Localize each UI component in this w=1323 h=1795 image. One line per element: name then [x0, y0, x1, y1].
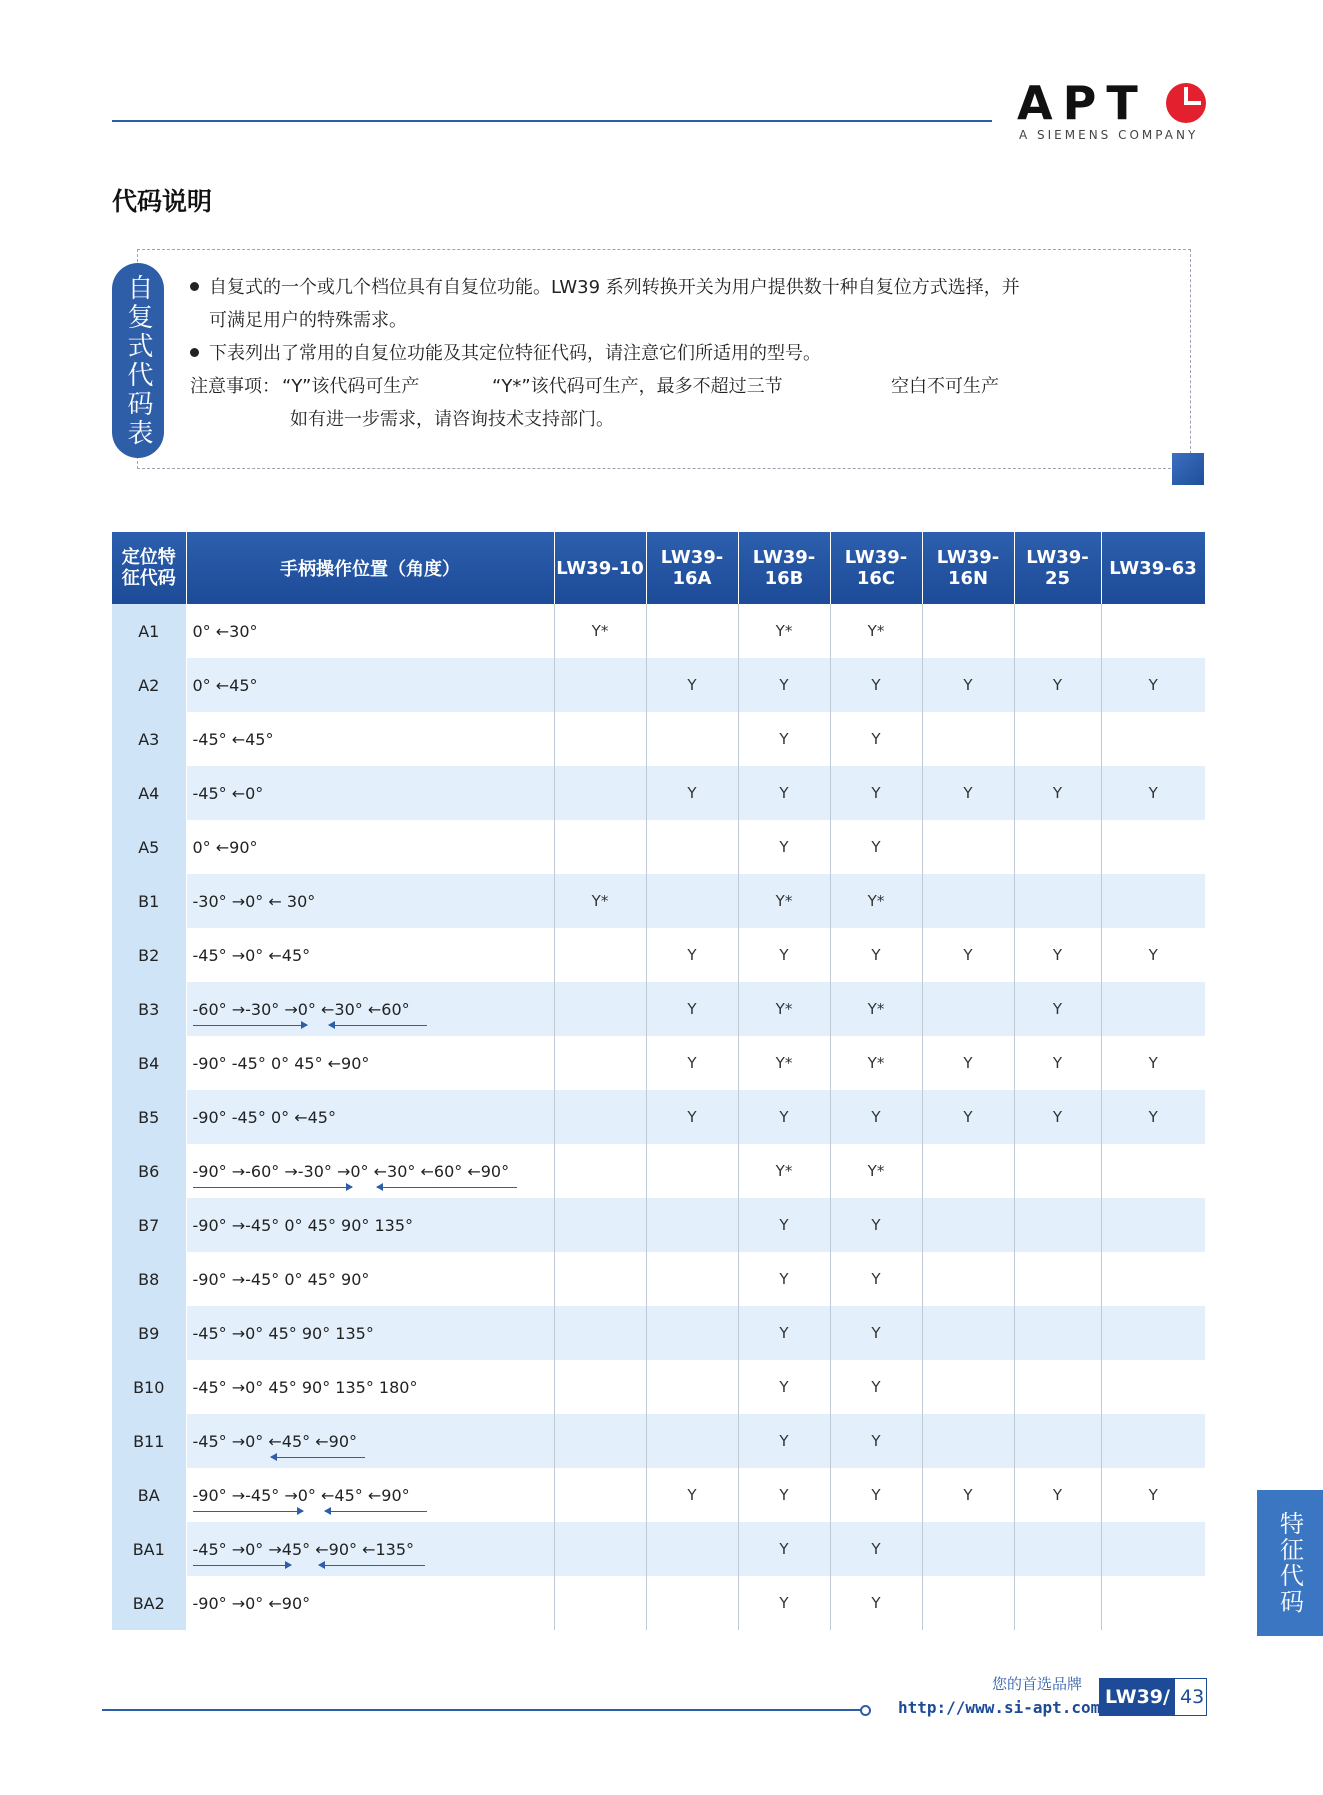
row-availability-cell	[646, 1522, 738, 1576]
row-code: A1	[112, 604, 186, 658]
table-row	[112, 712, 1205, 766]
note-y: “Y”该代码可生产	[282, 376, 420, 397]
footer-dot-icon	[860, 1705, 871, 1716]
logo-clock-icon	[1165, 82, 1207, 124]
row-availability-cell: Y	[646, 1036, 738, 1090]
row-availability-cell	[554, 820, 646, 874]
row-position-text: 0° ←90°	[192, 837, 258, 857]
row-availability-cell	[1101, 1522, 1205, 1576]
row-position	[186, 1090, 554, 1144]
row-availability-cell: Y*	[554, 604, 646, 658]
arrow-right-line	[193, 1511, 303, 1512]
row-availability-cell: Y*	[830, 982, 922, 1036]
row-availability-cell: Y	[738, 1468, 830, 1522]
row-availability-cell: Y	[1101, 766, 1205, 820]
row-availability-cell	[922, 1144, 1014, 1198]
row-availability-cell: Y	[1101, 1090, 1205, 1144]
table-row	[112, 766, 1205, 820]
row-availability-cell: Y	[738, 712, 830, 766]
row-availability-cell	[646, 1198, 738, 1252]
row-availability-cell	[922, 1414, 1014, 1468]
row-availability-cell	[1101, 604, 1205, 658]
row-position-text: -90° →-60° →-30° →0° ←30° ←60° ←90°	[192, 1161, 510, 1181]
row-availability-cell: Y	[646, 1468, 738, 1522]
arrow-left-line	[319, 1565, 425, 1566]
row-availability-cell	[554, 1468, 646, 1522]
row-availability-cell: Y*	[554, 874, 646, 928]
row-availability-cell: Y	[830, 1252, 922, 1306]
row-code: B2	[112, 928, 186, 982]
row-code: BA	[112, 1468, 186, 1522]
row-position-text: -45° →0° →45° ←90° ←135°	[192, 1539, 415, 1559]
row-availability-cell: Y*	[738, 982, 830, 1036]
row-availability-cell	[1014, 1198, 1101, 1252]
row-code: B11	[112, 1414, 186, 1468]
side-tab-label: 特征代码	[1275, 1511, 1304, 1615]
row-code: B1	[112, 874, 186, 928]
row-availability-cell	[1014, 1144, 1101, 1198]
row-availability-cell	[646, 1306, 738, 1360]
row-availability-cell: Y	[830, 1306, 922, 1360]
row-availability-cell: Y	[738, 1360, 830, 1414]
row-code: BA2	[112, 1576, 186, 1630]
header-lw39-16c: LW39-16C	[830, 532, 922, 604]
row-availability-cell: Y	[1101, 1036, 1205, 1090]
arrow-left-line	[271, 1457, 365, 1458]
footer-model: LW39/	[1100, 1679, 1175, 1715]
row-position-text: -45° →0° 45° 90° 135° 180°	[192, 1377, 418, 1397]
row-code: B5	[112, 1090, 186, 1144]
row-availability-cell	[1014, 820, 1101, 874]
table-row	[112, 1090, 1205, 1144]
row-code: BA1	[112, 1522, 186, 1576]
row-position-text: -45° ←0°	[192, 783, 264, 803]
row-availability-cell: Y	[1014, 1090, 1101, 1144]
row-position-text: 0° ←30°	[192, 621, 258, 641]
arrow-right-line	[193, 1565, 291, 1566]
row-position	[186, 1576, 554, 1630]
row-position	[186, 766, 554, 820]
info-bullet-2	[190, 342, 821, 366]
row-availability-cell	[1014, 1522, 1101, 1576]
row-availability-cell	[646, 1576, 738, 1630]
row-availability-cell	[922, 604, 1014, 658]
row-availability-cell: Y	[830, 820, 922, 874]
row-availability-cell	[646, 1360, 738, 1414]
table-row	[112, 1522, 1205, 1576]
row-availability-cell: Y*	[738, 874, 830, 928]
row-availability-cell: Y	[922, 1468, 1014, 1522]
footer-page-number: 43	[1179, 1686, 1205, 1708]
footer-rule	[102, 1709, 862, 1711]
row-availability-cell: Y	[738, 1252, 830, 1306]
row-availability-cell: Y	[830, 658, 922, 712]
row-availability-cell	[1101, 712, 1205, 766]
row-code: B4	[112, 1036, 186, 1090]
row-availability-cell: Y	[738, 928, 830, 982]
row-availability-cell	[646, 604, 738, 658]
bullet-icon	[190, 282, 199, 291]
row-availability-cell	[646, 712, 738, 766]
side-section-tab[interactable]	[1257, 1490, 1323, 1636]
row-availability-cell	[554, 766, 646, 820]
footer-page-box	[1099, 1678, 1207, 1716]
feature-code-table	[112, 532, 1206, 1630]
row-availability-cell	[554, 1414, 646, 1468]
row-availability-cell	[554, 982, 646, 1036]
row-availability-cell: Y	[830, 1576, 922, 1630]
header-code-line1: 定位特	[121, 547, 176, 568]
row-position	[186, 1468, 554, 1522]
row-availability-cell: Y*	[830, 604, 922, 658]
row-availability-cell	[554, 1360, 646, 1414]
row-code: B3	[112, 982, 186, 1036]
row-availability-cell	[922, 820, 1014, 874]
logo-tagline: A SIEMENS COMPANY	[1019, 128, 1199, 142]
row-position-text: -90° →-45° 0° 45° 90°	[192, 1269, 370, 1289]
row-position-text: -45° →0° 45° 90° 135°	[192, 1323, 374, 1343]
row-availability-cell	[922, 982, 1014, 1036]
row-availability-cell: Y	[646, 928, 738, 982]
header-lw39-25: LW39-25	[1014, 532, 1101, 604]
row-availability-cell: Y	[738, 1090, 830, 1144]
row-availability-cell	[1101, 1252, 1205, 1306]
row-availability-cell: Y*	[830, 1144, 922, 1198]
row-availability-cell: Y*	[738, 1144, 830, 1198]
row-availability-cell	[554, 712, 646, 766]
row-position-text: -90° →0° ←90°	[192, 1593, 311, 1613]
row-availability-cell: Y	[922, 766, 1014, 820]
row-code: A5	[112, 820, 186, 874]
table-row	[112, 1036, 1205, 1090]
row-availability-cell: Y	[1014, 928, 1101, 982]
info-bullet-2-text: 下表列出了常用的自复位功能及其定位特征代码，请注意它们所适用的型号。	[209, 343, 821, 364]
row-position-text: -90° →-45° 0° 45° 90° 135°	[192, 1215, 414, 1235]
row-availability-cell	[1101, 1198, 1205, 1252]
info-bullet-1-cont: 可满足用户的特殊需求。	[209, 310, 407, 331]
table-row	[112, 1576, 1205, 1630]
page-title: 代码说明	[112, 187, 213, 216]
table-row	[112, 820, 1205, 874]
row-availability-cell	[554, 1306, 646, 1360]
info-pill-label	[112, 263, 164, 458]
row-availability-cell	[1101, 982, 1205, 1036]
row-availability-cell	[1101, 1306, 1205, 1360]
row-availability-cell	[922, 1360, 1014, 1414]
info-bullet-1	[190, 276, 1020, 300]
info-corner-decoration	[1172, 453, 1204, 485]
table-row	[112, 1414, 1205, 1468]
row-availability-cell: Y	[830, 1198, 922, 1252]
row-availability-cell	[646, 820, 738, 874]
table-body	[112, 604, 1205, 1630]
row-availability-cell: Y	[646, 766, 738, 820]
row-position-text: -45° →0° ←45° ←90°	[192, 1431, 358, 1451]
note-more: 如有进一步需求，请咨询技术支持部门。	[290, 409, 614, 430]
row-availability-cell: Y	[646, 1090, 738, 1144]
row-availability-cell: Y	[830, 712, 922, 766]
table-row	[112, 1468, 1205, 1522]
row-availability-cell	[1014, 1306, 1101, 1360]
row-position-text: -30° →0° ← 30°	[192, 891, 316, 911]
row-availability-cell	[1101, 1414, 1205, 1468]
table-header-row	[112, 532, 1205, 604]
row-availability-cell	[646, 1144, 738, 1198]
arrow-right-line	[193, 1187, 352, 1188]
table-row	[112, 874, 1205, 928]
row-availability-cell	[646, 1414, 738, 1468]
table-row	[112, 928, 1205, 982]
header-lw39-16n: LW39-16N	[922, 532, 1014, 604]
header-lw39-63: LW39-63	[1101, 532, 1205, 604]
header-lw39-16a: LW39-16A	[646, 532, 738, 604]
row-availability-cell: Y	[830, 1360, 922, 1414]
row-availability-cell: Y	[1014, 766, 1101, 820]
row-availability-cell	[554, 1522, 646, 1576]
row-availability-cell: Y	[830, 766, 922, 820]
header-rule	[112, 120, 992, 122]
row-availability-cell: Y	[922, 1036, 1014, 1090]
row-availability-cell: Y	[1101, 658, 1205, 712]
row-availability-cell	[922, 1252, 1014, 1306]
row-code: A4	[112, 766, 186, 820]
row-position-text: 0° ←45°	[192, 675, 258, 695]
row-position-text: -45° →0° ←45°	[192, 945, 311, 965]
row-position	[186, 1414, 554, 1468]
row-availability-cell	[554, 1576, 646, 1630]
row-position	[186, 874, 554, 928]
arrow-left-line	[325, 1511, 427, 1512]
row-position-text: -90° -45° 0° 45° ←90°	[192, 1053, 370, 1073]
row-availability-cell	[922, 874, 1014, 928]
row-availability-cell: Y*	[830, 874, 922, 928]
row-availability-cell: Y	[830, 1414, 922, 1468]
row-availability-cell	[1101, 874, 1205, 928]
info-bullet-1-text: 自复式的一个或几个档位具有自复位功能。LW39 系列转换开关为用户提供数十种自复位方式选择，并	[209, 277, 1020, 298]
row-availability-cell: Y	[830, 928, 922, 982]
row-position	[186, 1198, 554, 1252]
table-row	[112, 1360, 1205, 1414]
row-position	[186, 928, 554, 982]
row-availability-cell: Y	[1014, 658, 1101, 712]
note-label: 注意事项：	[190, 376, 280, 397]
row-availability-cell: Y	[738, 820, 830, 874]
row-availability-cell	[922, 1522, 1014, 1576]
row-position	[186, 982, 554, 1036]
table-row	[112, 1306, 1205, 1360]
table-row	[112, 1144, 1205, 1198]
row-availability-cell	[646, 1252, 738, 1306]
footer-url-link[interactable]: http://www.si-apt.com	[898, 1698, 1101, 1717]
row-availability-cell: Y	[738, 1576, 830, 1630]
note-ystar: “Y*”该代码可生产，最多不超过三节	[492, 376, 783, 397]
row-availability-cell: Y	[646, 982, 738, 1036]
table-row	[112, 604, 1205, 658]
row-position-text: -90° -45° 0° ←45°	[192, 1107, 336, 1127]
row-availability-cell	[1014, 1414, 1101, 1468]
row-position	[186, 1144, 554, 1198]
row-position	[186, 604, 554, 658]
row-availability-cell	[1014, 1360, 1101, 1414]
row-availability-cell: Y	[922, 928, 1014, 982]
row-availability-cell	[554, 1252, 646, 1306]
row-availability-cell	[922, 1576, 1014, 1630]
row-code: B10	[112, 1360, 186, 1414]
table-row	[112, 658, 1205, 712]
row-code: A3	[112, 712, 186, 766]
row-availability-cell	[554, 1036, 646, 1090]
row-position	[186, 658, 554, 712]
arrow-left-line	[329, 1025, 427, 1026]
header-code-line2: 征代码	[121, 568, 176, 589]
arrow-left-line	[377, 1187, 517, 1188]
row-position-text: -45° ←45°	[192, 729, 274, 749]
row-availability-cell: Y	[922, 1090, 1014, 1144]
row-availability-cell: Y	[830, 1090, 922, 1144]
header-position: 手柄操作位置（角度）	[186, 532, 554, 604]
row-availability-cell: Y	[1014, 1036, 1101, 1090]
row-availability-cell	[1101, 1144, 1205, 1198]
row-availability-cell: Y	[738, 766, 830, 820]
row-availability-cell	[554, 1198, 646, 1252]
row-availability-cell	[1014, 712, 1101, 766]
header-code	[112, 532, 186, 604]
row-availability-cell	[1014, 604, 1101, 658]
row-availability-cell	[1101, 1576, 1205, 1630]
row-availability-cell: Y	[1014, 1468, 1101, 1522]
row-availability-cell: Y	[738, 1198, 830, 1252]
row-availability-cell	[1014, 1576, 1101, 1630]
row-availability-cell: Y	[922, 658, 1014, 712]
row-availability-cell: Y	[1014, 982, 1101, 1036]
row-position-text: -90° →-45° →0° ←45° ←90°	[192, 1485, 410, 1505]
row-position	[186, 1252, 554, 1306]
table-row	[112, 982, 1205, 1036]
bullet-icon	[190, 348, 199, 357]
row-availability-cell	[922, 712, 1014, 766]
row-availability-cell: Y	[646, 658, 738, 712]
row-position	[186, 820, 554, 874]
footer-slogan: 您的首选品牌	[992, 1675, 1083, 1693]
row-position	[186, 712, 554, 766]
row-code: B8	[112, 1252, 186, 1306]
header-lw39-10: LW39-10	[554, 532, 646, 604]
row-code: B6	[112, 1144, 186, 1198]
row-availability-cell: Y	[1101, 1468, 1205, 1522]
row-availability-cell: Y*	[830, 1036, 922, 1090]
row-availability-cell	[1014, 874, 1101, 928]
row-availability-cell: Y*	[738, 1036, 830, 1090]
row-availability-cell: Y	[1101, 928, 1205, 982]
row-availability-cell	[554, 928, 646, 982]
row-availability-cell	[646, 874, 738, 928]
row-position-text: -60° →-30° →0° ←30° ←60°	[192, 999, 410, 1019]
row-availability-cell: Y	[830, 1468, 922, 1522]
row-availability-cell: Y	[738, 1306, 830, 1360]
note-blank: 空白不可生产	[891, 376, 999, 397]
row-position	[186, 1036, 554, 1090]
row-availability-cell	[1101, 820, 1205, 874]
row-availability-cell	[554, 1144, 646, 1198]
row-position	[186, 1306, 554, 1360]
row-availability-cell	[1014, 1252, 1101, 1306]
apt-logo	[1017, 76, 1207, 142]
table-row	[112, 1252, 1205, 1306]
row-availability-cell: Y*	[738, 604, 830, 658]
row-code: B9	[112, 1306, 186, 1360]
arrow-right-line	[193, 1025, 307, 1026]
row-availability-cell	[1101, 1360, 1205, 1414]
row-availability-cell	[554, 1090, 646, 1144]
logo-wordmark: APT	[1017, 76, 1148, 130]
row-availability-cell: Y	[738, 1522, 830, 1576]
info-pill-text: 自复式代码表	[123, 273, 153, 448]
row-availability-cell	[922, 1306, 1014, 1360]
row-availability-cell	[922, 1198, 1014, 1252]
row-availability-cell	[554, 658, 646, 712]
row-position	[186, 1522, 554, 1576]
row-code: A2	[112, 658, 186, 712]
header-lw39-16b: LW39-16B	[738, 532, 830, 604]
row-availability-cell: Y	[738, 658, 830, 712]
row-position	[186, 1360, 554, 1414]
row-availability-cell: Y	[830, 1522, 922, 1576]
row-code: B7	[112, 1198, 186, 1252]
row-availability-cell: Y	[738, 1414, 830, 1468]
table-row	[112, 1198, 1205, 1252]
